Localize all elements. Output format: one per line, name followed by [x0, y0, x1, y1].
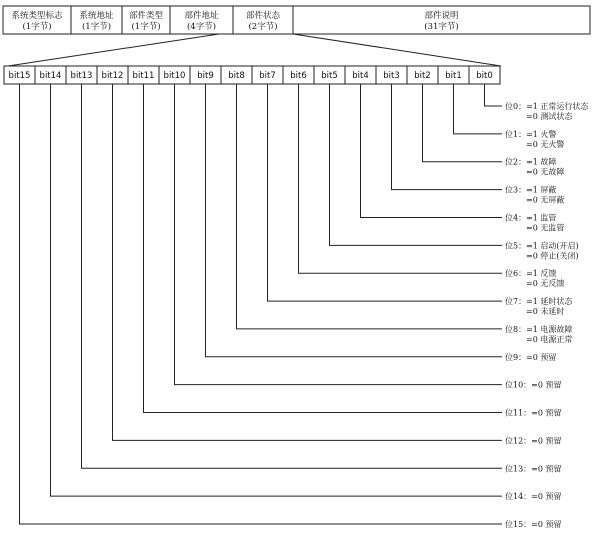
bit-label-bit8: bit8	[228, 71, 245, 81]
bit-label-bit13: bit13	[70, 71, 93, 81]
desc-line2-bit1: =0 无火警	[526, 139, 565, 149]
leader-line-bit4	[361, 84, 503, 217]
header-name-component-address: 部件地址	[184, 11, 219, 21]
desc-line1-bit11: 位11：=0 预留	[505, 408, 562, 418]
header-size-component-address: (4字节)	[186, 22, 217, 32]
desc-line1-bit8: 位8：=1 电源故障	[505, 324, 573, 334]
desc-line1-bit7: 位7：=1 延时状态	[505, 297, 573, 307]
bit-label-bit5: bit5	[321, 71, 338, 81]
leader-line-bit9	[206, 84, 503, 357]
bit-label-bit0: bit0	[476, 71, 493, 81]
bit-label-bit12: bit12	[101, 71, 124, 81]
leader-line-bit14	[51, 84, 503, 496]
bit-label-bit9: bit9	[197, 71, 214, 81]
desc-line2-bit7: =0 未延时	[526, 307, 565, 317]
leader-line-bit12	[113, 84, 503, 440]
leader-line-bit3	[392, 84, 503, 190]
bit-label-bit10: bit10	[163, 71, 186, 81]
expansion-lines	[8, 34, 501, 66]
desc-line2-bit5: =0 停止(关闭)	[526, 251, 579, 261]
header-name-component-type: 部件类型	[128, 11, 164, 21]
desc-line1-bit0: 位0：=1 正常运行状态	[505, 102, 589, 111]
bit-label-bit11: bit11	[132, 71, 155, 81]
leader-lines	[20, 84, 503, 524]
desc-line1-bit3: 位3：=1 屏蔽	[505, 185, 557, 195]
bit-label-bit15: bit15	[8, 71, 31, 81]
header-size-system-address: (1字节)	[81, 22, 112, 32]
desc-line1-bit12: 位12：=0 预留	[505, 436, 562, 446]
desc-line1-bit1: 位1：=1 火警	[505, 129, 557, 139]
header-size-component-status: (2字节)	[248, 22, 278, 32]
bit-label-bit1: bit1	[445, 71, 462, 81]
bit-row	[4, 66, 500, 84]
leader-line-bit10	[175, 84, 503, 385]
header-name-system-address: 系统地址	[79, 11, 114, 21]
expand-line-right	[293, 34, 501, 66]
expand-line-left	[8, 34, 219, 66]
leader-line-bit11	[144, 84, 503, 413]
leader-line-bit13	[82, 84, 503, 468]
bit-label-bit7: bit7	[259, 71, 276, 81]
desc-line1-bit4: 位4：=1 监管	[505, 213, 557, 223]
desc-line1-bit5: 位5：=1 启动(开启)	[505, 241, 579, 251]
desc-line1-bit15: 位15：=0 预留	[505, 520, 562, 529]
bit-label-bit2: bit2	[414, 71, 431, 81]
desc-line1-bit6: 位6：=1 反馈	[505, 269, 557, 279]
desc-line2-bit2: =0 无故障	[526, 167, 565, 177]
leader-line-bit2	[423, 84, 503, 162]
desc-line2-bit3: =0 无屏蔽	[526, 195, 565, 205]
desc-line1-bit10: 位10：=0 预留	[505, 380, 562, 390]
desc-line1-bit13: 位13：=0 预留	[505, 464, 562, 474]
header-name-component-status: 部件状态	[245, 11, 281, 21]
leader-line-bit8	[237, 84, 503, 329]
bit-label-bit3: bit3	[383, 71, 400, 81]
desc-line2-bit6: =0 无反馈	[526, 279, 565, 289]
leader-line-bit15	[20, 84, 503, 524]
leader-line-bit1	[454, 84, 503, 134]
leader-line-bit7	[268, 84, 503, 301]
header-size-component-type: (1字节)	[131, 22, 161, 32]
descriptions	[505, 101, 589, 529]
header-name-component-description: 部件说明	[424, 11, 459, 21]
desc-line2-bit0: =0 测试状态	[526, 112, 573, 121]
bit-label-bit4: bit4	[352, 71, 369, 81]
header-name-system-type-flag: 系统类型标志	[11, 11, 63, 21]
header-row	[3, 6, 590, 34]
desc-line2-bit8: =0 电源正常	[526, 334, 573, 344]
bit-label-bit14: bit14	[39, 71, 62, 81]
leader-line-bit5	[330, 84, 503, 245]
header-size-component-description: (31字节)	[424, 22, 459, 32]
desc-line1-bit9: 位9：=0 预留	[505, 352, 557, 362]
desc-line1-bit14: 位14：=0 预留	[505, 492, 562, 502]
header-size-system-type-flag: (1字节)	[22, 22, 52, 32]
desc-line1-bit2: 位2：=1 故障	[505, 157, 557, 167]
desc-line2-bit4: =0 无监管	[526, 223, 565, 233]
bit-label-bit6: bit6	[290, 71, 307, 81]
leader-line-bit0	[485, 84, 503, 106]
